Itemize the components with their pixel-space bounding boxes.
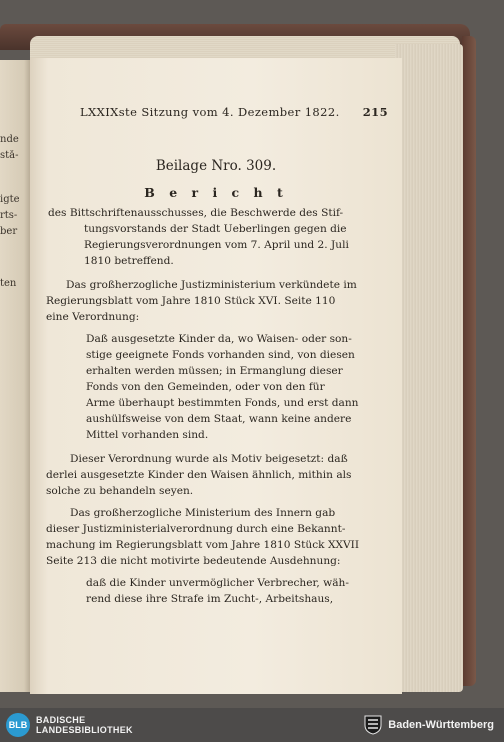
bw-label: Baden-Württemberg [388,719,494,731]
text-line: stige geeignete Fonds vorhanden sind, von diesen [86,349,355,361]
left-page-fragment: ten [0,278,17,289]
text-line: Seite 213 die nicht motivirte bedeutende Ausdehnung: [46,555,341,567]
text-line: Dieser Verordnung wurde als Motiv beigesetzt: daß [70,453,348,465]
left-page-fragment: rts- [0,210,18,221]
left-page-fragment: igte [0,194,20,205]
left-page-fragment: ber [0,226,18,237]
text-line: erhalten werden müssen; in Ermanglung dieser [86,365,343,377]
text-line: solche zu behandeln seyen. [46,485,194,497]
page-number: 215 [362,105,388,119]
text-line: Arme überhaupt bestimmten Fonds, und erst dann [86,397,359,409]
text-line: Daß ausgesetzte Kinder da, wo Waisen- oder son- [86,333,352,345]
footer-bar [0,708,504,742]
text-line: dieser Justizministerialverordnung durch eine Bekannt- [46,523,346,535]
left-page-fragment: nde [0,134,19,145]
blb-badge-icon: BLB [6,713,30,737]
book-cover-right [462,36,476,686]
text-line: derlei ausgesetzte Kinder den Waisen ähnlich, mithin als [46,469,352,481]
left-page-fragment: stå- [0,150,19,161]
text-line: Regierungsblatt vom Jahre 1810 Stück XVI. Seite 110 [46,295,336,307]
text-line: Das großherzogliche Ministerium des Innern gab [70,507,336,519]
appendix-title: Beilage Nro. 309. [155,158,277,174]
text-line: tungsvorstands der Stadt Ueberlingen gegen die [84,223,347,235]
text-line: machung im Regierungsblatt vom Jahre 1810 Stück XXVII [46,539,360,551]
blb-name-line1: BADISCHE [36,715,86,725]
blb-name-line2: LANDESBIBLIOTHEK [36,725,133,735]
text-line: 1810 betreffend. [84,255,174,267]
text-line: Das großherzogliche Justizministerium verkündete im [66,279,357,291]
text-line: Fonds von den Gemeinden, oder von den für [86,381,325,393]
book-page [30,58,402,694]
bw-logo[interactable] [364,715,494,735]
text-line: eine Verordnung: [46,311,140,323]
text-line: daß die Kinder unvermöglicher Verbrecher, wäh- [86,577,349,589]
text-line: Regierungsverordnungen vom 7. April und 2. Juli [84,239,349,251]
text-line: aushülfsweise von dem Staat, wann keine andere [86,413,352,425]
report-heading: B e r i c h t [144,185,288,200]
running-head: LXXIXste Sitzung vom 4. Dezember 1822. [80,105,340,119]
blb-name [36,715,133,735]
page-fore-edges [395,44,463,692]
text-line: rend diese ihre Strafe im Zucht-, Arbeitshaus, [86,593,334,605]
text-line: des Bittschriftenausschusses, die Beschwerde des Stif- [48,207,344,219]
blb-logo[interactable] [6,713,133,737]
coat-of-arms-icon [364,715,382,735]
left-facing-page [0,60,30,692]
text-line: Mittel vorhanden sind. [86,429,209,441]
